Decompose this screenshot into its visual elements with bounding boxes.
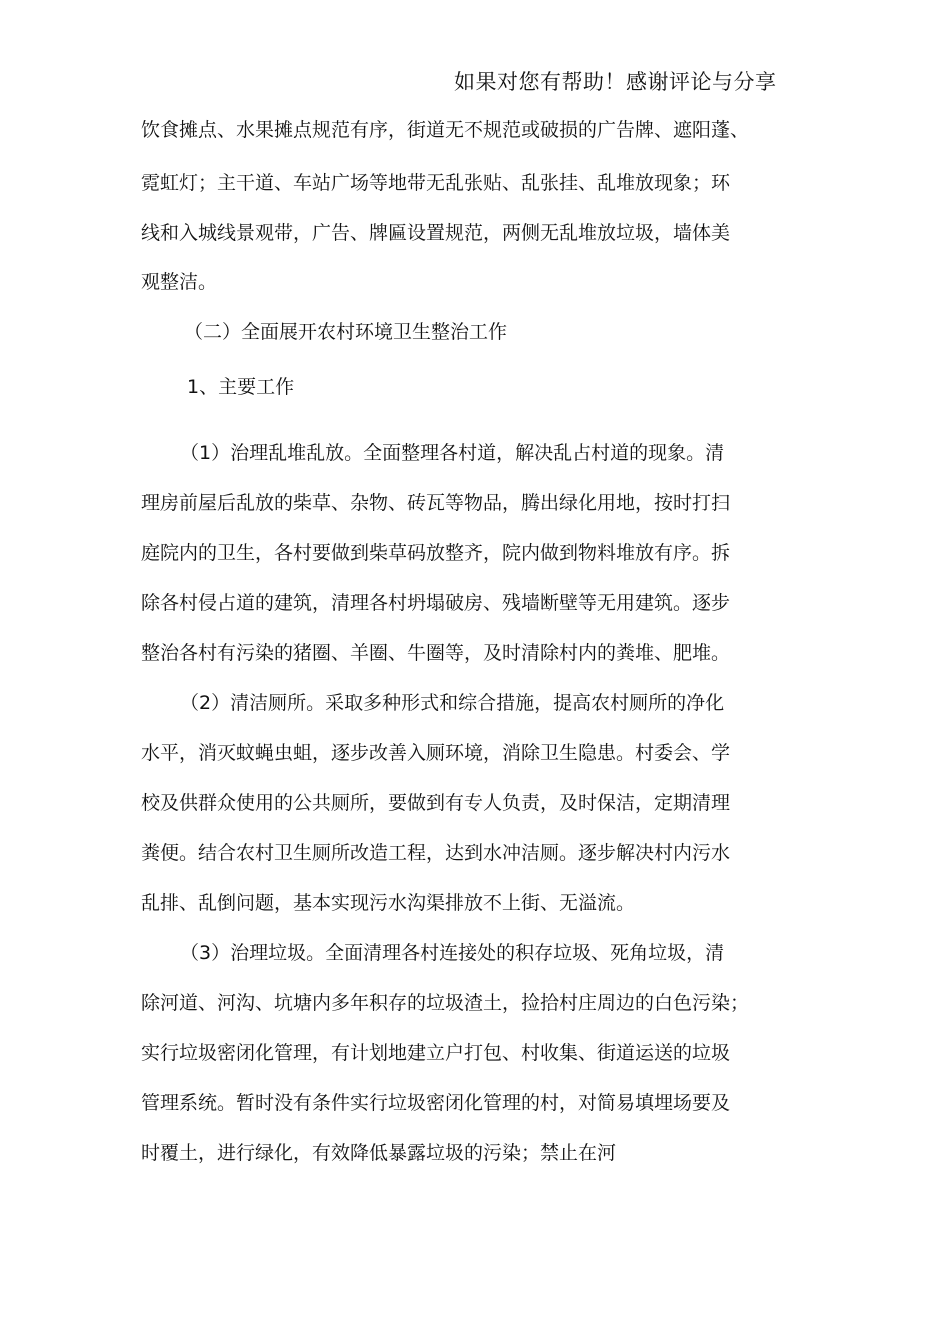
paragraph-3-line-3: 实行垃圾密闭化管理，有计划地建立户打包、村收集、街道运送的垃圾 [141,1042,731,1064]
paragraph-1-line-1: （1）治理乱堆乱放。全面整理各村道，解决乱占村道的现象。清 [180,442,725,464]
paragraph-2-line-1: （2）清洁厕所。采取多种形式和综合措施，提高农村厕所的净化 [180,692,725,714]
paragraph-3-line-1: （3）治理垃圾。全面清理各村连接处的积存垃圾、死角垃圾，清 [180,942,725,964]
text-line-1: 饮食摊点、水果摊点规范有序，街道无不规范或破损的广告牌、遮阳蓬、 [141,119,750,141]
paragraph-3-line-2: 除河道、河沟、坑塘内多年积存的垃圾渣土，捡拾村庄周边的白色污染； [141,992,750,1014]
text-line-4: 观整洁。 [141,271,218,293]
paragraph-1-line-5: 整治各村有污染的猪圈、羊圈、牛圈等，及时清除村内的粪堆、肥堆。 [141,642,731,664]
paragraph-1-line-4: 除各村侵占道的建筑，清理各村坍塌破房、残墙断壁等无用建筑。逐步 [141,592,731,614]
page-header: 如果对您有帮助！感谢评论与分享 [454,70,777,94]
paragraph-2-line-2: 水平，消灭蚊蝇虫蛆，逐步改善入厕环境，消除卫生隐患。村委会、学 [141,742,731,764]
paragraph-1-line-3: 庭院内的卫生，各村要做到柴草码放整齐，院内做到物料堆放有序。拆 [141,542,731,564]
paragraph-3-line-4: 管理系统。暂时没有条件实行垃圾密闭化管理的村，对简易填埋场要及 [141,1092,731,1114]
text-line-2: 霓虹灯；主干道、车站广场等地带无乱张贴、乱张挂、乱堆放现象；环 [141,172,731,194]
section-heading: （二）全面展开农村环境卫生整治工作 [184,321,508,343]
paragraph-2-line-3: 校及供群众使用的公共厕所，要做到有专人负责，及时保洁，定期清理 [141,792,731,814]
paragraph-1-line-2: 理房前屋后乱放的柴草、杂物、砖瓦等物品，腾出绿化用地，按时打扫 [141,492,731,514]
paragraph-2-line-4: 粪便。结合农村卫生厕所改造工程，达到水冲洁厕。逐步解决村内污水 [141,842,731,864]
paragraph-2-line-5: 乱排、乱倒问题，基本实现污水沟渠排放不上街、无溢流。 [141,892,636,914]
paragraph-3-line-5: 时覆土，进行绿化，有效降低暴露垃圾的污染；禁止在河 [141,1142,617,1164]
subsection-heading: 1、主要工作 [187,376,295,398]
text-line-3: 线和入城线景观带，广告、牌匾设置规范，两侧无乱堆放垃圾，墙体美 [141,222,731,244]
